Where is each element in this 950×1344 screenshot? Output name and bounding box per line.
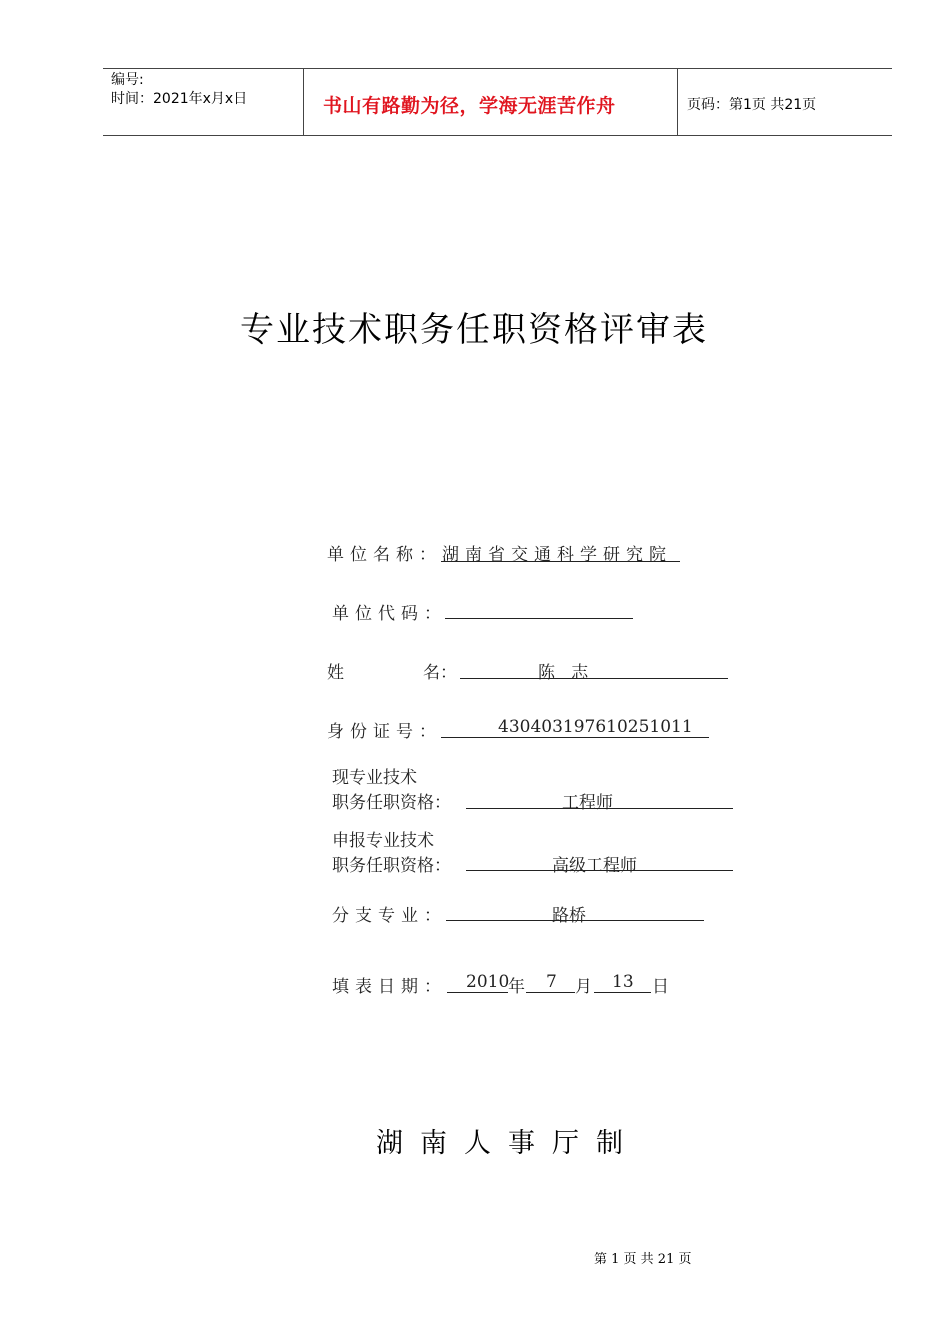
name-underline [460, 678, 728, 679]
unit-code-label: 单位代码： [332, 604, 447, 624]
date-year-value: 2010 [466, 972, 510, 992]
apply-title-value: 高级工程师 [552, 856, 637, 876]
date-day-value: 13 [612, 972, 634, 992]
header-divider-right [677, 68, 678, 136]
header-bottom-rule [103, 135, 892, 136]
header-motto: 书山有路勤为径，学海无涯苦作舟 [323, 95, 616, 117]
header-top-rule [103, 68, 892, 69]
current-title-underline [466, 808, 733, 809]
header-page-number: 页码：第1页 共21页 [687, 97, 817, 113]
apply-title-label-line2: 职务任职资格： [332, 856, 451, 876]
name-label-first: 姓 [327, 663, 344, 683]
id-number-value: 430403197610251011 [498, 717, 693, 737]
date-month-value: 7 [546, 972, 557, 992]
date-year-underline [447, 992, 508, 993]
date-day-underline [594, 992, 651, 993]
unit-name-label: 单位名称： [327, 545, 442, 565]
current-title-value: 工程师 [562, 793, 613, 813]
apply-title-underline [466, 870, 733, 871]
current-title-label-line2: 职务任职资格： [332, 793, 451, 813]
name-value: 陈 志 [538, 663, 589, 683]
header-divider-left [303, 68, 304, 136]
apply-title-label-line1: 申报专业技术 [332, 831, 434, 851]
branch-underline [446, 920, 704, 921]
branch-label: 分支专业： [332, 906, 447, 926]
date-label: 填表日期： [332, 977, 447, 997]
current-title-label-line1: 现专业技术 [332, 768, 417, 788]
header-serial: 编号: [111, 72, 144, 88]
issuer-text: 湖南人事厅制 [376, 1128, 640, 1159]
footer-page-number: 第 1 页 共 21 页 [594, 1252, 692, 1267]
unit-code-underline [445, 618, 633, 619]
date-year-unit: 年 [508, 977, 525, 997]
id-number-underline [441, 737, 709, 738]
branch-value: 路桥 [552, 906, 586, 926]
date-month-underline [526, 992, 575, 993]
id-number-label: 身份证号： [327, 722, 442, 742]
page-title: 专业技术职务任职资格评审表 [240, 310, 708, 350]
name-label-second: 名： [423, 663, 457, 683]
unit-name-value: 湖南省交通科学研究院 [442, 545, 672, 565]
unit-name-underline [441, 561, 680, 562]
header-time: 时间：2021年x月x日 [111, 91, 248, 107]
date-day-unit: 日 [652, 977, 669, 997]
date-month-unit: 月 [575, 977, 592, 997]
